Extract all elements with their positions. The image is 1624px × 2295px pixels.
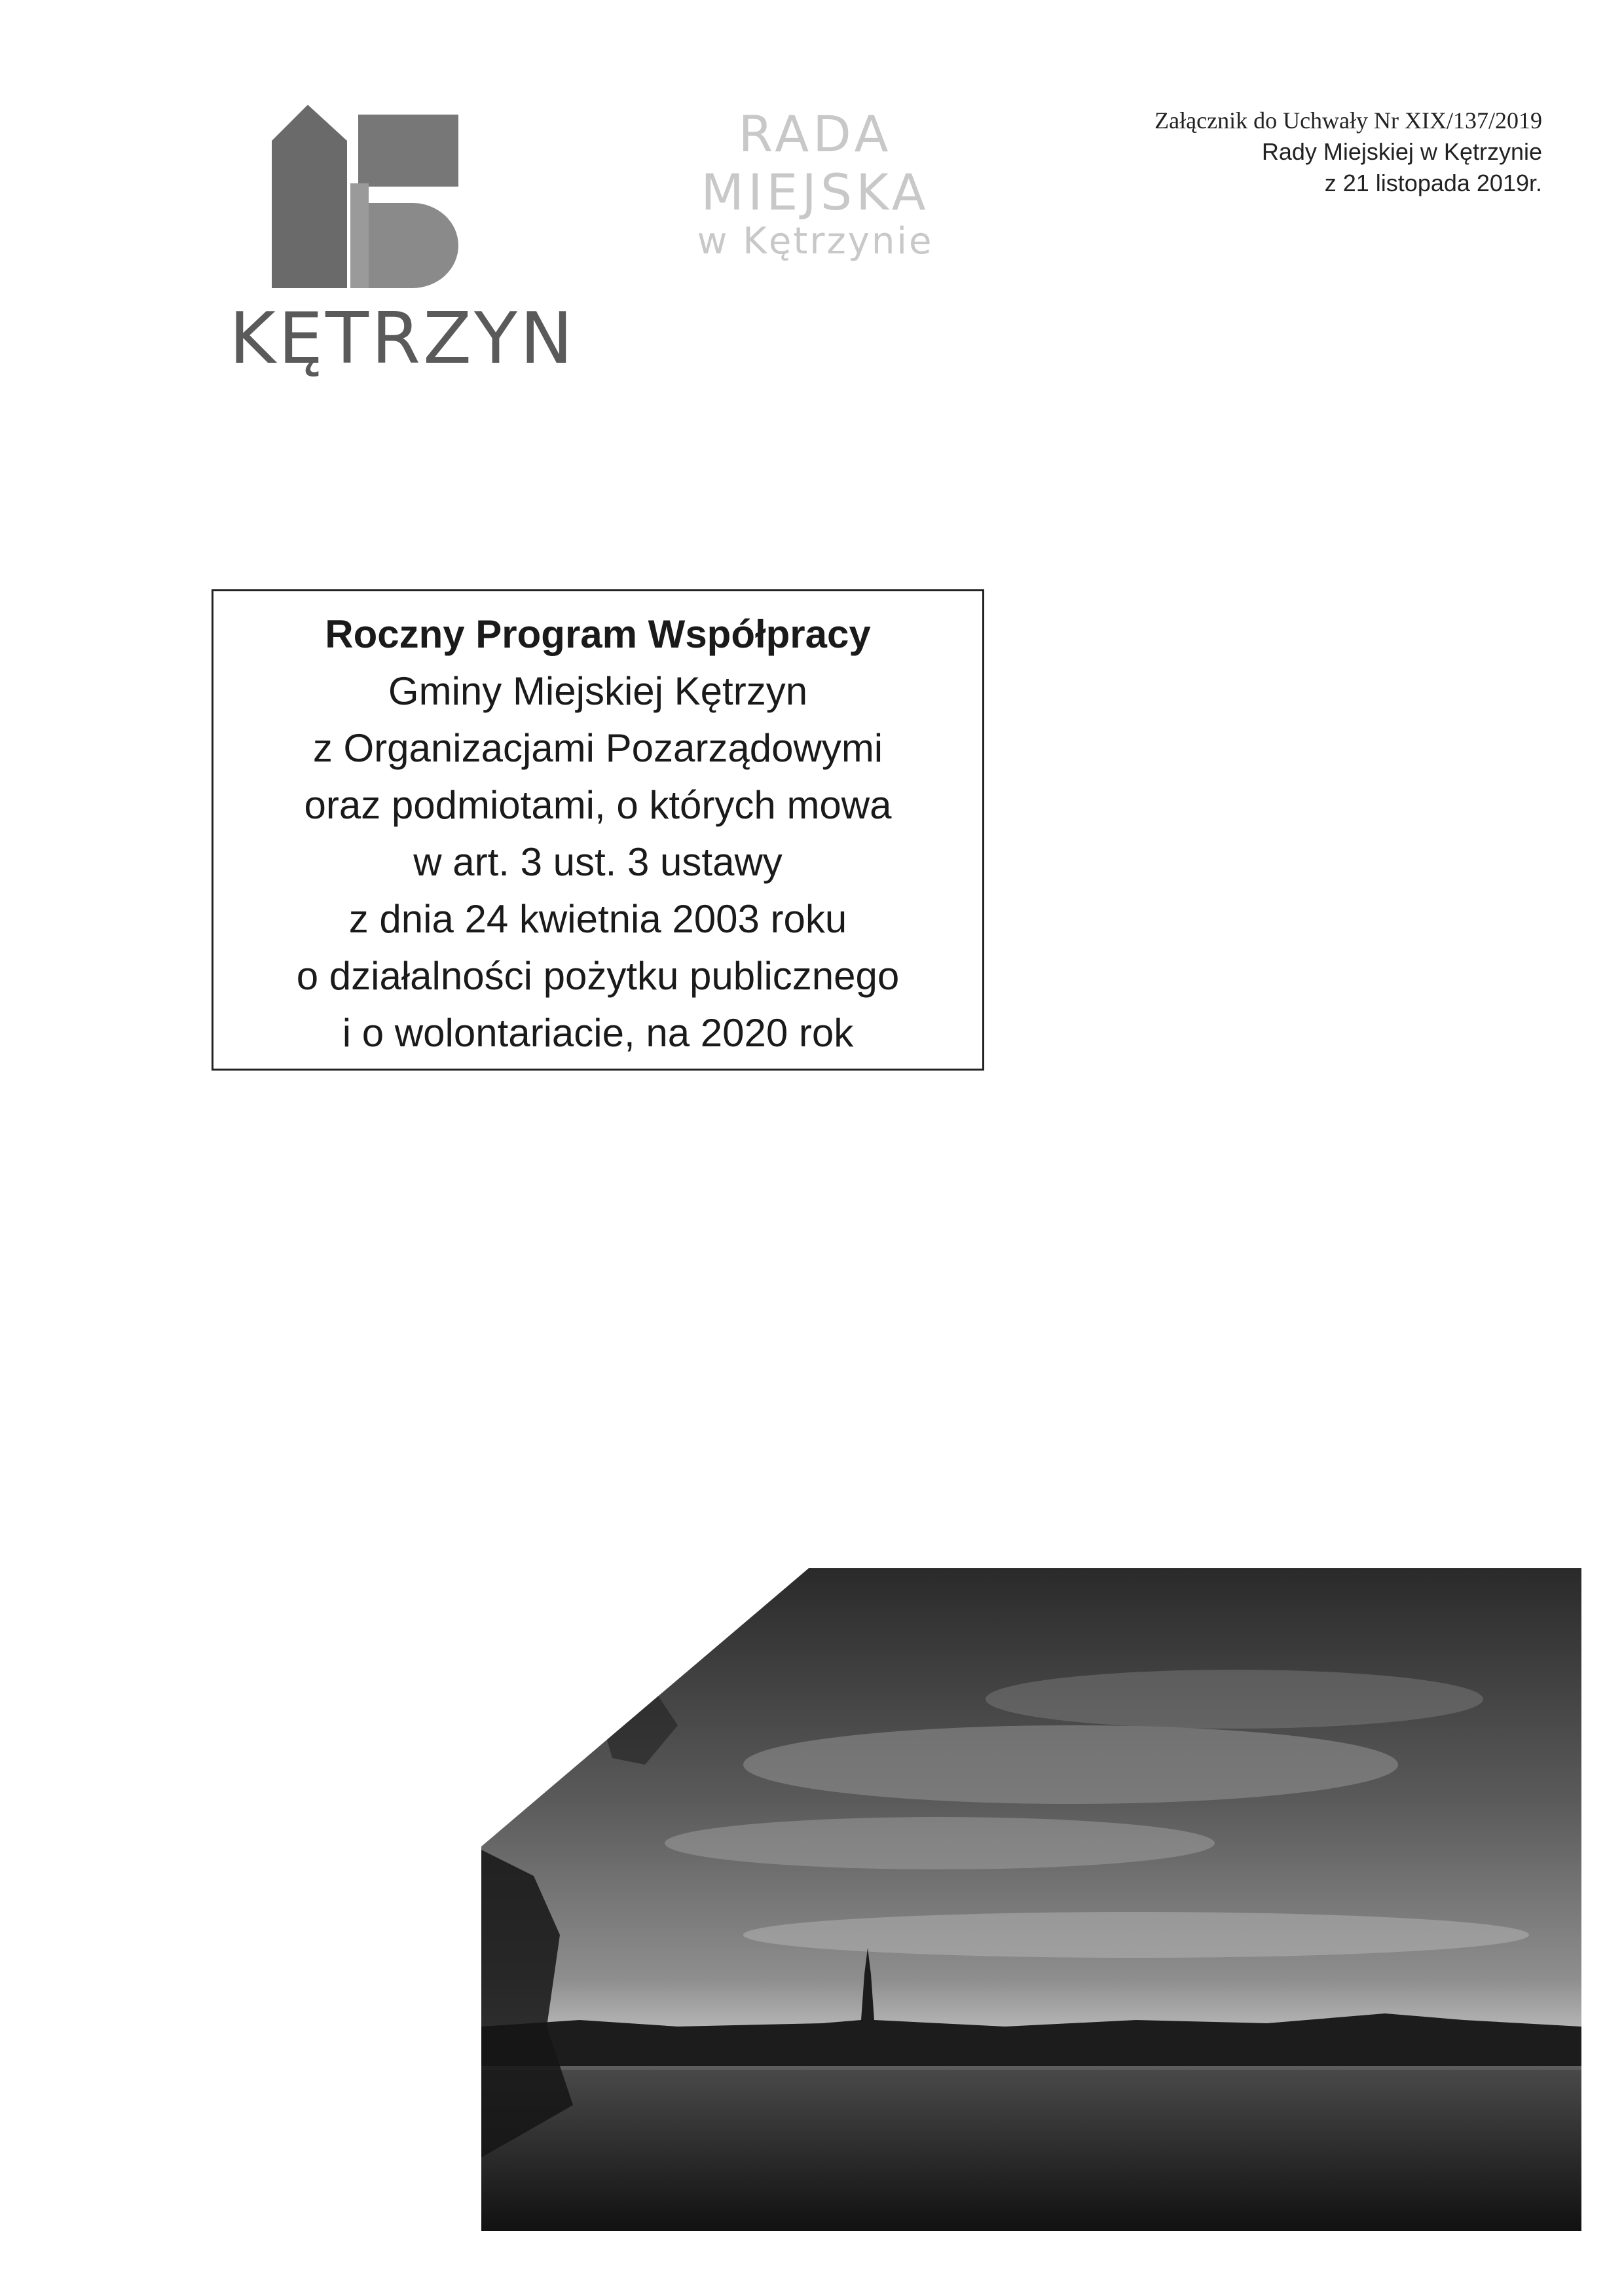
city-logo	[223, 105, 576, 386]
title-line-7: o działalności pożytku publicznego	[296, 954, 900, 998]
title-line-5: w art. 3 ust. 3 ustawy	[413, 840, 783, 884]
title-line-6: z dnia 24 kwietnia 2003 roku	[348, 897, 847, 941]
title-line-3: z Organizacjami Pozarządowymi	[312, 726, 883, 770]
attachment-line-2: Rady Miejskiej w Kętrzynie	[1261, 138, 1542, 165]
attachment-header	[1154, 105, 1542, 199]
attachment-line-3: z 21 listopada 2019r.	[1324, 170, 1542, 196]
stamp-line-1: RADA MIEJSKA	[701, 105, 930, 221]
document-title-box	[212, 589, 984, 1071]
lake-landscape-photo	[481, 1568, 1581, 2231]
logo-wordmark: KĘTRZYN	[229, 298, 576, 380]
title-line-8: i o wolontariacie, na 2020 rok	[342, 1011, 854, 1055]
council-stamp	[632, 105, 999, 263]
ketrzyn-logo-icon	[272, 105, 468, 295]
stamp-line-2: w Kętrzynie	[697, 220, 934, 263]
attachment-line-1: Załącznik do Uchwały Nr XIX/137/2019	[1154, 107, 1542, 134]
title-line-1: Roczny Program Współpracy	[325, 612, 871, 656]
title-line-2: Gminy Miejskiej Kętrzyn	[388, 669, 808, 713]
title-line-4: oraz podmiotami, o których mowa	[304, 783, 892, 827]
